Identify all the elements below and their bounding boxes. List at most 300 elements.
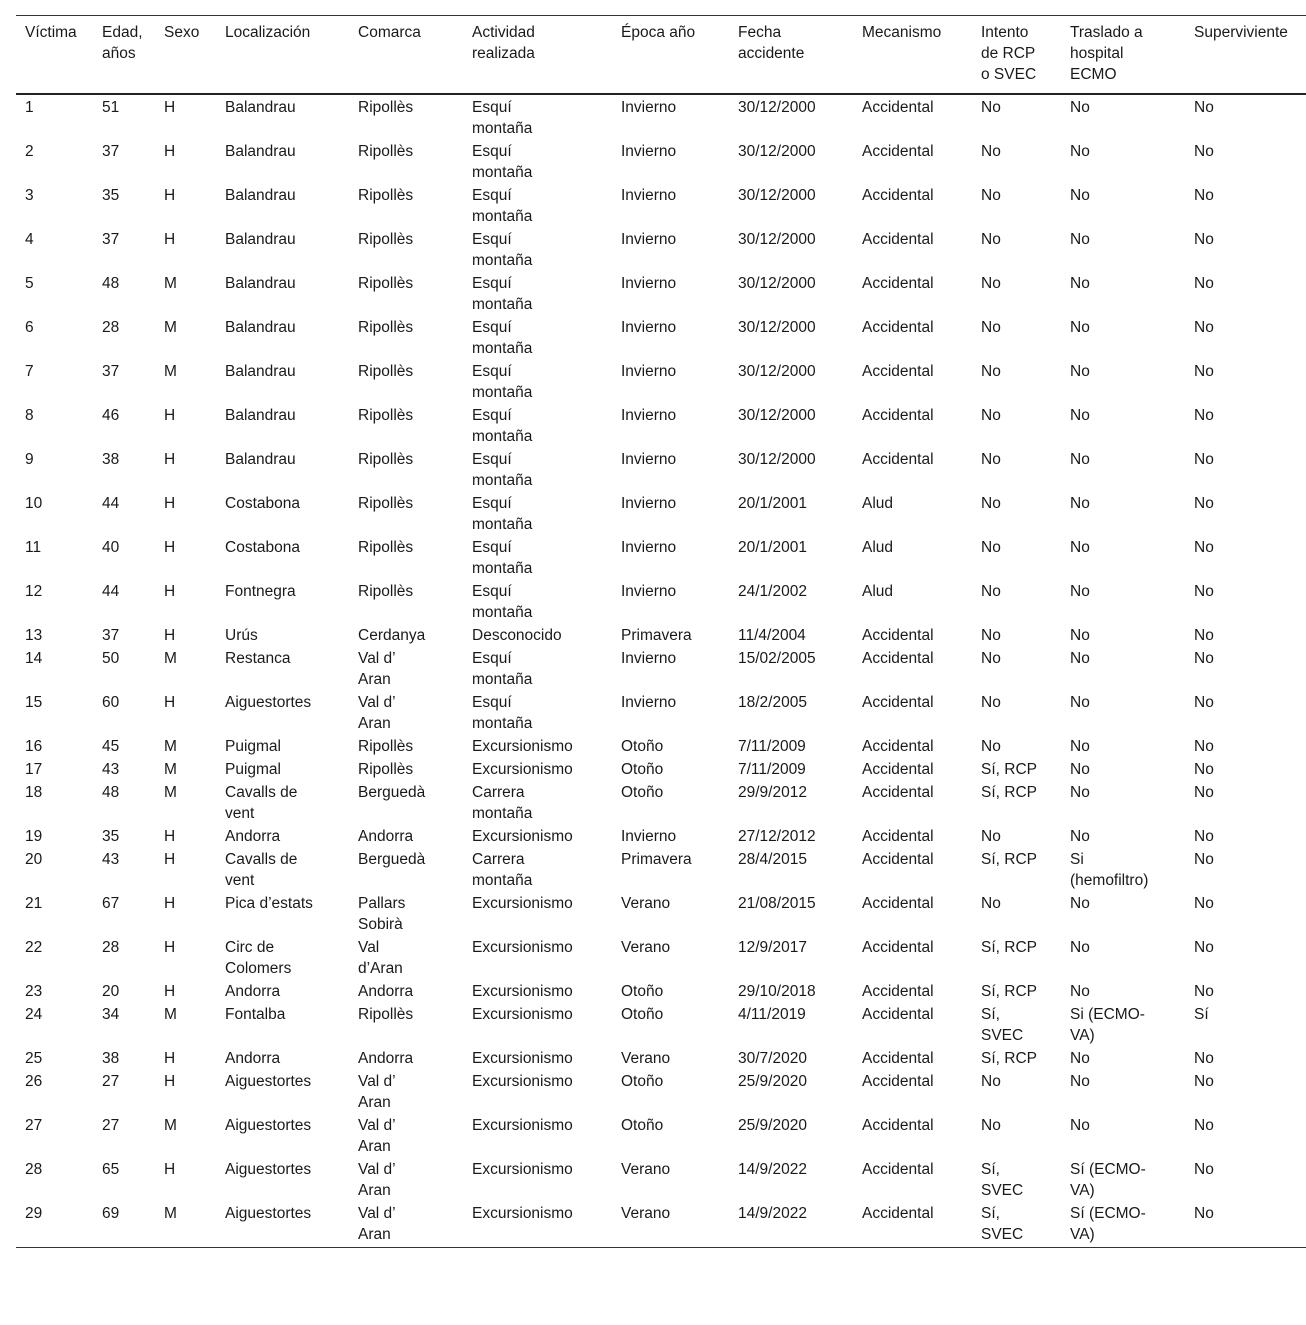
cell-text: No — [981, 895, 1001, 912]
cell-victima — [16, 1048, 93, 1071]
cell-text: Costabona — [225, 495, 300, 512]
cell-rcp — [972, 361, 1061, 405]
cell-text: Balandrau — [225, 143, 296, 160]
cell-localizacion — [216, 581, 349, 625]
cell-traslado — [1061, 981, 1185, 1004]
cell-text: Esquí montaña — [472, 187, 533, 225]
cell-text: No — [1194, 1073, 1214, 1090]
cell-rcp — [972, 317, 1061, 361]
cell-text: No — [1194, 983, 1214, 1000]
cell-localizacion — [216, 141, 349, 185]
cell-comarca — [349, 141, 463, 185]
table-row — [16, 94, 1306, 141]
cell-text: Invierno — [621, 451, 677, 468]
cell-superviviente — [1185, 94, 1306, 141]
cell-text: Fontnegra — [225, 583, 296, 600]
cell-text: 7 — [25, 363, 34, 380]
cell-text: Val d’ Aran — [358, 1073, 396, 1111]
cell-text: No — [981, 1073, 1001, 1090]
cell-text: Andorra — [225, 983, 281, 1000]
cell-text: Carrera montaña — [472, 851, 533, 889]
cell-superviviente — [1185, 782, 1306, 826]
cell-text: 30/12/2000 — [738, 363, 816, 380]
table-row — [16, 273, 1306, 317]
cell-fecha — [729, 273, 853, 317]
cell-text: Val d’ Aran — [358, 694, 396, 732]
cell-text: Excursionismo — [472, 738, 573, 755]
cell-text: Balandrau — [225, 99, 296, 116]
cell-rcp — [972, 449, 1061, 493]
cell-superviviente — [1185, 893, 1306, 937]
cell-text: Invierno — [621, 650, 677, 667]
cell-text: Accidental — [862, 784, 934, 801]
cell-mecanismo — [853, 692, 972, 736]
cell-text: 11 — [25, 539, 42, 556]
cell-text: Verano — [621, 895, 671, 912]
column-header-comarca — [349, 16, 463, 95]
cell-text: 30/7/2020 — [738, 1050, 807, 1067]
cell-victima — [16, 648, 93, 692]
cell-epoca — [612, 405, 729, 449]
cell-text: Verano — [621, 939, 671, 956]
cell-traslado — [1061, 405, 1185, 449]
cell-text: Si (ECMO-VA) — [1070, 1006, 1145, 1044]
cell-text: Aiguestortes — [225, 1073, 312, 1090]
cell-text: No — [1194, 495, 1214, 512]
cell-fecha — [729, 893, 853, 937]
cell-text: Fontalba — [225, 1006, 286, 1023]
cell-text: Accidental — [862, 1050, 934, 1067]
cell-text: Andorra — [358, 983, 414, 1000]
cell-mecanismo — [853, 937, 972, 981]
cell-text: No — [1070, 187, 1090, 204]
cell-text: Esquí montaña — [472, 275, 533, 313]
cell-actividad — [463, 648, 612, 692]
cell-text: Excursionismo — [472, 761, 573, 778]
cell-text: 60 — [102, 694, 120, 711]
cell-text: No — [1194, 539, 1214, 556]
cell-text: Invierno — [621, 275, 677, 292]
cell-text: No — [1194, 694, 1214, 711]
cell-text: M — [164, 784, 177, 801]
cell-text: Accidental — [862, 939, 934, 956]
cell-text: Excursionismo — [472, 1050, 573, 1067]
cell-sexo — [155, 981, 216, 1004]
cell-text: 30/12/2000 — [738, 275, 816, 292]
cell-text: Andorra — [225, 828, 281, 845]
cell-text: 22 — [25, 939, 43, 956]
cell-traslado — [1061, 1048, 1185, 1071]
cell-text: Sí, SVEC — [981, 1161, 1024, 1199]
cell-mecanismo — [853, 581, 972, 625]
column-header-mecanismo — [853, 16, 972, 95]
cell-mecanismo — [853, 1048, 972, 1071]
cell-text: Invierno — [621, 363, 677, 380]
cell-text: No — [981, 275, 1001, 292]
cell-text: 48 — [102, 784, 120, 801]
cell-text: No — [1070, 583, 1090, 600]
cell-text: Accidental — [862, 143, 934, 160]
cell-text: Accidental — [862, 1073, 934, 1090]
cell-text: Val d’ Aran — [358, 1117, 396, 1155]
cell-victima — [16, 1115, 93, 1159]
cell-superviviente — [1185, 1004, 1306, 1048]
cell-edad — [93, 893, 155, 937]
cell-text: Berguedà — [358, 851, 426, 868]
cell-rcp — [972, 1004, 1061, 1048]
cell-actividad — [463, 1115, 612, 1159]
cell-text: Otoño — [621, 1073, 664, 1090]
cell-victima — [16, 317, 93, 361]
cell-sexo — [155, 317, 216, 361]
cell-mecanismo — [853, 782, 972, 826]
cell-text: Sí (ECMO-VA) — [1070, 1205, 1146, 1243]
cell-text: Esquí montaña — [472, 363, 533, 401]
cell-sexo — [155, 1159, 216, 1203]
cell-mecanismo — [853, 1115, 972, 1159]
cell-sexo — [155, 1048, 216, 1071]
cell-sexo — [155, 229, 216, 273]
cell-superviviente — [1185, 185, 1306, 229]
cell-text: 35 — [102, 828, 120, 845]
cell-fecha — [729, 1004, 853, 1048]
cell-text: Esquí montaña — [472, 495, 533, 533]
cell-traslado — [1061, 782, 1185, 826]
cell-text: Primavera — [621, 627, 692, 644]
cell-text: Esquí montaña — [472, 694, 533, 732]
cell-edad — [93, 826, 155, 849]
cell-epoca — [612, 759, 729, 782]
column-header-victima — [16, 16, 93, 95]
cell-epoca — [612, 893, 729, 937]
cell-localizacion — [216, 692, 349, 736]
cell-superviviente — [1185, 229, 1306, 273]
cell-text: Balandrau — [225, 407, 296, 424]
cell-text: 27 — [25, 1117, 43, 1134]
cell-text: 25/9/2020 — [738, 1117, 807, 1134]
cell-text: Aiguestortes — [225, 1161, 312, 1178]
cell-text: 27/12/2012 — [738, 828, 816, 845]
cell-sexo — [155, 449, 216, 493]
cell-traslado — [1061, 849, 1185, 893]
cell-text: Sí — [1194, 1006, 1209, 1023]
cell-edad — [93, 141, 155, 185]
column-header-label: Localización — [225, 24, 311, 41]
cell-sexo — [155, 141, 216, 185]
cell-text: 34 — [102, 1006, 120, 1023]
table-container — [16, 15, 1306, 1248]
cell-fecha — [729, 782, 853, 826]
cell-text: 43 — [102, 761, 120, 778]
cell-edad — [93, 736, 155, 759]
cell-text: Sí, RCP — [981, 761, 1037, 778]
cell-text: H — [164, 939, 176, 956]
cell-text: Invierno — [621, 187, 677, 204]
cell-edad — [93, 692, 155, 736]
cell-text: Ripollès — [358, 231, 414, 248]
cell-text: H — [164, 627, 176, 644]
cell-rcp — [972, 893, 1061, 937]
column-header-epoca — [612, 16, 729, 95]
cell-localizacion — [216, 893, 349, 937]
cell-text: Accidental — [862, 1161, 934, 1178]
cell-localizacion — [216, 849, 349, 893]
cell-text: No — [1070, 694, 1090, 711]
column-header-label: Actividad realizada — [472, 24, 535, 62]
cell-text: No — [1070, 319, 1090, 336]
cell-text: Invierno — [621, 583, 677, 600]
cell-epoca — [612, 141, 729, 185]
cell-comarca — [349, 1203, 463, 1248]
cell-text: Accidental — [862, 363, 934, 380]
cell-traslado — [1061, 625, 1185, 648]
cell-victima — [16, 1071, 93, 1115]
cell-epoca — [612, 229, 729, 273]
cell-text: Otoño — [621, 784, 664, 801]
cell-sexo — [155, 94, 216, 141]
cell-text: Berguedà — [358, 784, 426, 801]
victims-table — [16, 15, 1306, 1248]
cell-text: H — [164, 451, 176, 468]
cell-actividad — [463, 849, 612, 893]
cell-text: Balandrau — [225, 231, 296, 248]
cell-mecanismo — [853, 1159, 972, 1203]
cell-epoca — [612, 581, 729, 625]
cell-text: Sí, RCP — [981, 851, 1037, 868]
cell-text: M — [164, 319, 177, 336]
cell-rcp — [972, 692, 1061, 736]
cell-text: No — [1194, 738, 1214, 755]
cell-epoca — [612, 1048, 729, 1071]
cell-epoca — [612, 1004, 729, 1048]
cell-actividad — [463, 1159, 612, 1203]
cell-text: Accidental — [862, 1117, 934, 1134]
cell-text: Accidental — [862, 694, 934, 711]
cell-rcp — [972, 1071, 1061, 1115]
cell-text: Accidental — [862, 627, 934, 644]
cell-mecanismo — [853, 229, 972, 273]
cell-epoca — [612, 849, 729, 893]
cell-text: No — [1194, 231, 1214, 248]
cell-text: No — [1070, 738, 1090, 755]
cell-localizacion — [216, 317, 349, 361]
cell-sexo — [155, 937, 216, 981]
cell-text: No — [1194, 407, 1214, 424]
cell-text: Excursionismo — [472, 828, 573, 845]
cell-edad — [93, 493, 155, 537]
cell-actividad — [463, 537, 612, 581]
cell-text: 67 — [102, 895, 120, 912]
cell-epoca — [612, 273, 729, 317]
cell-text: No — [981, 738, 1001, 755]
cell-text: 27 — [102, 1073, 120, 1090]
cell-superviviente — [1185, 937, 1306, 981]
cell-edad — [93, 581, 155, 625]
cell-text: Esquí montaña — [472, 231, 533, 269]
cell-superviviente — [1185, 981, 1306, 1004]
cell-text: Val d’Aran — [358, 939, 403, 977]
cell-comarca — [349, 229, 463, 273]
cell-text: 2 — [25, 143, 34, 160]
cell-text: 19 — [25, 828, 43, 845]
table-row — [16, 185, 1306, 229]
cell-text: Accidental — [862, 650, 934, 667]
cell-text: No — [1070, 99, 1090, 116]
cell-text: H — [164, 187, 176, 204]
cell-fecha — [729, 493, 853, 537]
cell-text: H — [164, 983, 176, 1000]
cell-actividad — [463, 937, 612, 981]
cell-localizacion — [216, 625, 349, 648]
cell-traslado — [1061, 581, 1185, 625]
cell-edad — [93, 361, 155, 405]
cell-fecha — [729, 937, 853, 981]
cell-edad — [93, 648, 155, 692]
cell-rcp — [972, 937, 1061, 981]
cell-rcp — [972, 849, 1061, 893]
cell-actividad — [463, 361, 612, 405]
cell-sexo — [155, 1115, 216, 1159]
cell-victima — [16, 1004, 93, 1048]
cell-text: Verano — [621, 1050, 671, 1067]
cell-fecha — [729, 826, 853, 849]
table-body — [16, 94, 1306, 1248]
cell-text: 4 — [25, 231, 34, 248]
cell-text: Pallars Sobirà — [358, 895, 406, 933]
cell-text: Costabona — [225, 539, 300, 556]
cell-text: No — [1070, 1050, 1090, 1067]
table-row — [16, 537, 1306, 581]
cell-epoca — [612, 185, 729, 229]
cell-text: Excursionismo — [472, 1205, 573, 1222]
cell-fecha — [729, 625, 853, 648]
cell-text: Pica d’estats — [225, 895, 313, 912]
cell-edad — [93, 759, 155, 782]
cell-text: Aiguestortes — [225, 1117, 312, 1134]
cell-text: 28 — [102, 939, 120, 956]
cell-epoca — [612, 94, 729, 141]
cell-text: M — [164, 275, 177, 292]
cell-edad — [93, 1203, 155, 1248]
cell-text: Sí, SVEC — [981, 1205, 1024, 1243]
cell-text: No — [981, 828, 1001, 845]
cell-rcp — [972, 1159, 1061, 1203]
cell-text: No — [1194, 1161, 1214, 1178]
cell-text: Excursionismo — [472, 1117, 573, 1134]
cell-text: 16 — [25, 738, 43, 755]
cell-text: 6 — [25, 319, 34, 336]
cell-text: 37 — [102, 231, 120, 248]
cell-comarca — [349, 782, 463, 826]
cell-text: Sí, RCP — [981, 939, 1037, 956]
cell-mecanismo — [853, 405, 972, 449]
cell-text: Cavalls de vent — [225, 851, 298, 889]
cell-edad — [93, 625, 155, 648]
column-header-label: Fecha accidente — [738, 24, 805, 62]
cell-traslado — [1061, 94, 1185, 141]
cell-localizacion — [216, 185, 349, 229]
cell-text: Esquí montaña — [472, 319, 533, 357]
cell-edad — [93, 1071, 155, 1115]
cell-text: Accidental — [862, 1205, 934, 1222]
cell-text: Ripollès — [358, 583, 414, 600]
cell-actividad — [463, 317, 612, 361]
table-row — [16, 1004, 1306, 1048]
cell-text: No — [981, 650, 1001, 667]
cell-text: Invierno — [621, 495, 677, 512]
cell-text: 28 — [25, 1161, 43, 1178]
cell-text: Balandrau — [225, 187, 296, 204]
table-row — [16, 1203, 1306, 1248]
cell-text: No — [1070, 828, 1090, 845]
table-row — [16, 759, 1306, 782]
cell-rcp — [972, 1048, 1061, 1071]
cell-comarca — [349, 1115, 463, 1159]
cell-traslado — [1061, 692, 1185, 736]
header-row — [16, 16, 1306, 95]
cell-traslado — [1061, 736, 1185, 759]
cell-mecanismo — [853, 317, 972, 361]
cell-localizacion — [216, 937, 349, 981]
cell-comarca — [349, 937, 463, 981]
cell-rcp — [972, 581, 1061, 625]
cell-text: 46 — [102, 407, 120, 424]
cell-text: Esquí montaña — [472, 143, 533, 181]
cell-text: 40 — [102, 539, 120, 556]
cell-sexo — [155, 692, 216, 736]
cell-text: Sí, SVEC — [981, 1006, 1024, 1044]
cell-comarca — [349, 826, 463, 849]
column-header-superviviente — [1185, 16, 1306, 95]
cell-text: Otoño — [621, 761, 664, 778]
cell-mecanismo — [853, 893, 972, 937]
cell-text: 1 — [25, 99, 34, 116]
cell-text: No — [1194, 583, 1214, 600]
cell-rcp — [972, 185, 1061, 229]
cell-text: 12 — [25, 583, 43, 600]
cell-epoca — [612, 317, 729, 361]
cell-fecha — [729, 849, 853, 893]
table-row — [16, 648, 1306, 692]
cell-text: No — [1070, 895, 1090, 912]
cell-localizacion — [216, 361, 349, 405]
cell-rcp — [972, 273, 1061, 317]
cell-rcp — [972, 759, 1061, 782]
cell-victima — [16, 893, 93, 937]
cell-epoca — [612, 1115, 729, 1159]
cell-text: No — [1194, 1117, 1214, 1134]
cell-sexo — [155, 1203, 216, 1248]
cell-text: Balandrau — [225, 363, 296, 380]
cell-mecanismo — [853, 493, 972, 537]
cell-superviviente — [1185, 759, 1306, 782]
cell-text: No — [1070, 275, 1090, 292]
cell-victima — [16, 1159, 93, 1203]
cell-text: 37 — [102, 363, 120, 380]
cell-victima — [16, 759, 93, 782]
cell-victima — [16, 537, 93, 581]
cell-rcp — [972, 229, 1061, 273]
cell-text: 29/10/2018 — [738, 983, 816, 1000]
cell-text: 15/02/2005 — [738, 650, 816, 667]
cell-edad — [93, 1115, 155, 1159]
cell-text: 30/12/2000 — [738, 187, 816, 204]
cell-text: 21 — [25, 895, 43, 912]
cell-text: 4/11/2019 — [738, 1006, 806, 1023]
cell-text: Val d’ Aran — [358, 1205, 396, 1243]
cell-sexo — [155, 361, 216, 405]
cell-text: Invierno — [621, 143, 677, 160]
